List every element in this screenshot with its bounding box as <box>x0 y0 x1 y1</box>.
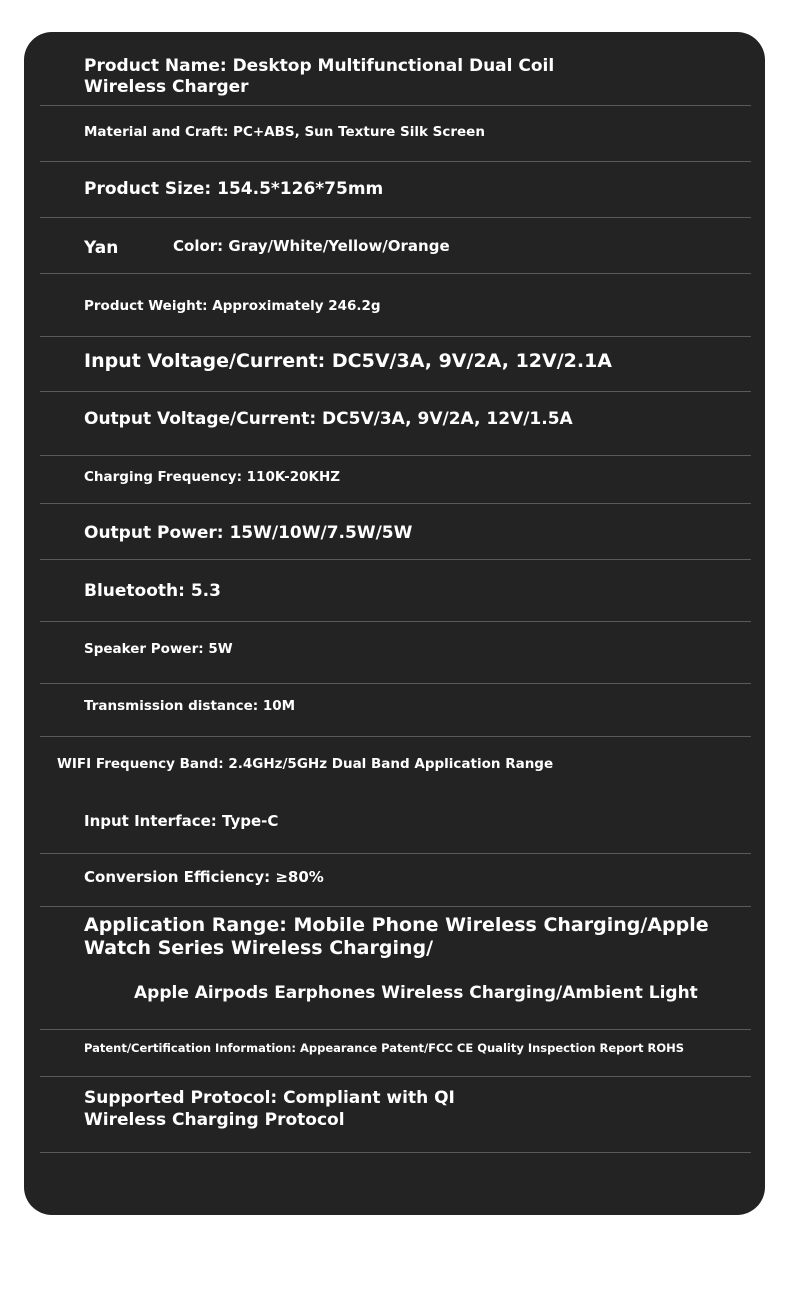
divider <box>40 391 751 392</box>
divider <box>40 559 751 560</box>
input-voltage-spec: Input Voltage/Current: DC5V/3A, 9V/2A, 12V/2.1A <box>84 350 613 372</box>
application-range-line-1: Application Range: Mobile Phone Wireless Charging/Apple <box>84 914 709 936</box>
patent-spec: Patent/Certification Information: Appearance Patent/FCC CE Quality Inspection Report ROHS <box>84 1041 685 1055</box>
charging-frequency-spec: Charging Frequency: 110K-20KHZ <box>84 469 341 485</box>
divider <box>40 621 751 622</box>
product-name-line-2: Wireless Charger <box>84 77 249 97</box>
divider <box>40 105 751 106</box>
input-interface-spec: Input Interface: Type-C <box>84 812 279 830</box>
product-name-line-1: Product Name: Desktop Multifunctional Dual Coil <box>84 56 555 76</box>
divider <box>40 1076 751 1077</box>
size-spec: Product Size: 154.5*126*75mm <box>84 179 384 199</box>
material-spec: Material and Craft: PC+ABS, Sun Texture Silk Screen <box>84 124 485 140</box>
divider <box>40 503 751 504</box>
application-range-line-3: Apple Airpods Earphones Wireless Charging/Ambient Light <box>134 983 698 1003</box>
divider <box>40 1029 751 1030</box>
output-power-spec: Output Power: 15W/10W/7.5W/5W <box>84 523 413 543</box>
divider <box>40 683 751 684</box>
divider <box>40 336 751 337</box>
divider <box>40 736 751 737</box>
divider <box>40 906 751 907</box>
divider <box>40 161 751 162</box>
divider <box>40 217 751 218</box>
divider <box>40 273 751 274</box>
divider <box>40 1152 751 1153</box>
spec-card <box>24 32 765 1215</box>
speaker-power-spec: Speaker Power: 5W <box>84 641 233 657</box>
protocol-line-2: Wireless Charging Protocol <box>84 1110 345 1130</box>
weight-spec: Product Weight: Approximately 246.2g <box>84 298 381 314</box>
color-spec: Color: Gray/White/Yellow/Orange <box>173 237 450 255</box>
wifi-spec: WIFI Frequency Band: 2.4GHz/5GHz Dual Band Application Range <box>57 756 554 772</box>
transmission-spec: Transmission distance: 10M <box>84 698 296 714</box>
divider <box>40 853 751 854</box>
divider <box>40 455 751 456</box>
efficiency-spec: Conversion Efficiency: ≥80% <box>84 868 324 886</box>
color-prefix: Yan <box>84 238 119 258</box>
bluetooth-spec: Bluetooth: 5.3 <box>84 581 221 601</box>
application-range-line-2: Watch Series Wireless Charging/ <box>84 937 434 959</box>
output-voltage-spec: Output Voltage/Current: DC5V/3A, 9V/2A, 12V/1.5A <box>84 409 573 429</box>
protocol-line-1: Supported Protocol: Compliant with QI <box>84 1088 455 1108</box>
